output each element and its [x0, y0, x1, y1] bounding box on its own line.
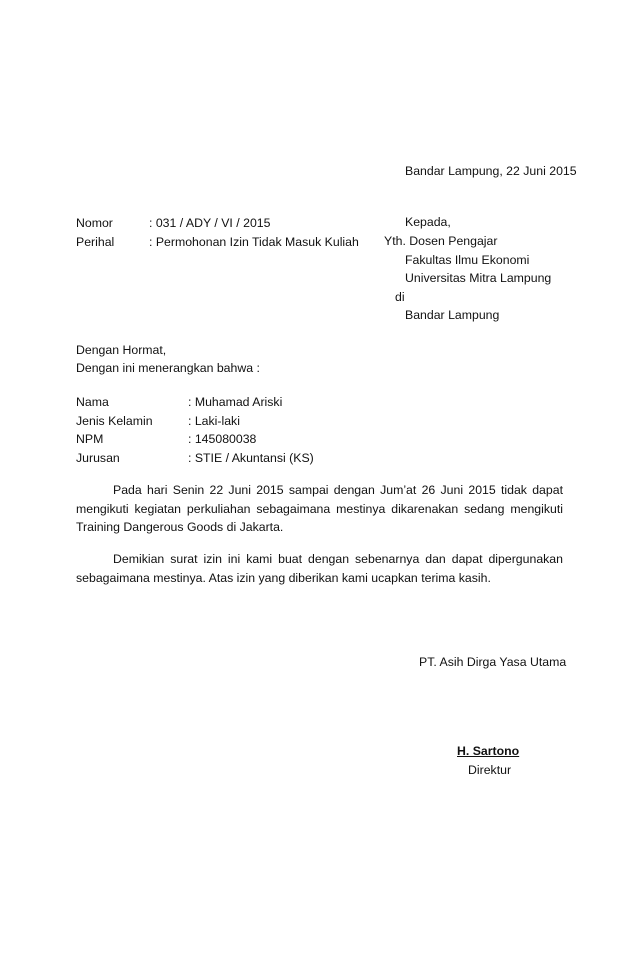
recipient-line2: Fakultas Ilmu Ekonomi — [405, 253, 530, 267]
identity-label: Nama — [76, 395, 109, 409]
letter-date: Bandar Lampung, 22 Juni 2015 — [405, 164, 577, 178]
recipient-line1: Yth. Dosen Pengajar — [384, 234, 498, 248]
identity-label: NPM — [76, 432, 104, 446]
greeting-line1: Dengan Hormat, — [76, 343, 167, 357]
body-paragraph-1: Pada hari Senin 22 Juni 2015 sampai dengan Jum’at 26 Juni 2015 tidak dapat mengikuti kegiatan perkuliahan sebagaimana mestinya dikarenakan sedang mengikuti Training Dangerous Goods di Jakarta. — [76, 483, 563, 534]
nomor-label: Nomor — [76, 216, 113, 230]
identity-label: Jurusan — [76, 451, 120, 465]
identity-value: : Laki-laki — [188, 414, 240, 428]
recipient-city: Bandar Lampung — [405, 308, 500, 322]
identity-value: : STIE / Akuntansi (KS) — [188, 451, 314, 465]
perihal-label: Perihal — [76, 235, 115, 249]
identity-value: : Muhamad Ariski — [188, 395, 283, 409]
identity-label: Jenis Kelamin — [76, 414, 153, 428]
company-name: PT. Asih Dirga Yasa Utama — [419, 655, 567, 669]
perihal-value: : Permohonan Izin Tidak Masuk Kuliah — [149, 235, 359, 249]
recipient-line3: Universitas Mitra Lampung — [405, 271, 552, 285]
body-paragraph-2: Demikian surat izin ini kami buat dengan sebenarnya dan dapat dipergunakan sebagaimana mestinya. Atas izin yang diberikan kami ucapkan terima kasih. — [76, 552, 563, 585]
recipient-di: di — [395, 290, 405, 304]
greeting-line2: Dengan ini menerangkan bahwa : — [76, 361, 260, 375]
signer-position: Direktur — [468, 763, 512, 777]
identity-value: : 145080038 — [188, 432, 257, 446]
recipient-salutation: Kepada, — [405, 215, 451, 229]
nomor-value: : 031 / ADY / VI / 2015 — [149, 216, 271, 230]
signer-name: H. Sartono — [457, 744, 520, 758]
